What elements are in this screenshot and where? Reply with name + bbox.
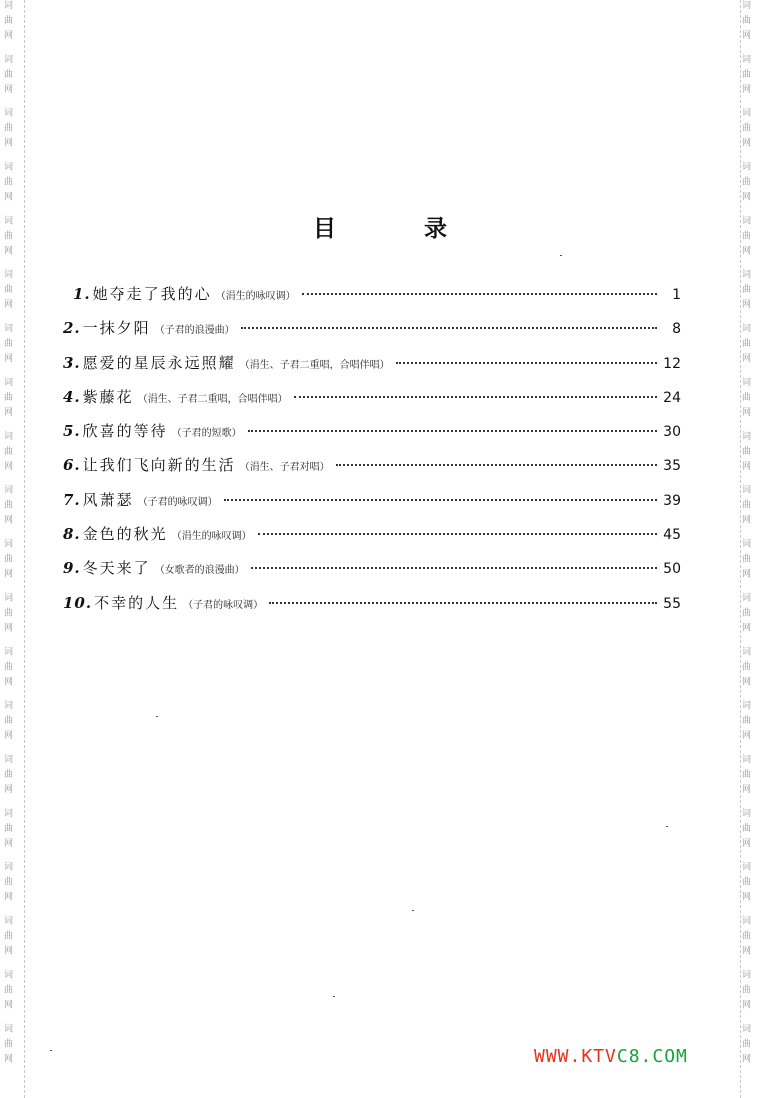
right-watermark-strip: 词曲网 词曲网 词曲网 词曲网 词曲网 词曲网 词曲网 词曲网 词曲网 词曲网 词曲网 词曲网 词曲网 词曲网 词曲网 词曲网 词曲网 词曲网 词曲网 词曲网 <box>740 0 750 1069</box>
song-title: 冬天来了 <box>82 559 151 578</box>
song-note: （子君的咏叹调） <box>183 599 264 611</box>
song-note: （涓生的咏叹调） <box>215 291 296 302</box>
dot-leader <box>241 327 657 329</box>
song-note: （子君的浪漫曲） <box>154 325 235 337</box>
scan-speck <box>156 716 158 717</box>
entry-number: 3. <box>63 353 81 372</box>
page-number: 8 <box>672 321 681 338</box>
song-title: 不幸的人生 <box>94 593 180 612</box>
dot-leader <box>294 396 657 398</box>
dot-leader <box>258 533 657 535</box>
page-number: 30 <box>663 424 681 441</box>
page-number: 55 <box>663 595 681 612</box>
page-number: 12 <box>663 355 681 372</box>
scan-speck <box>412 910 414 911</box>
website-watermark <box>534 1046 688 1067</box>
song-note: （涓生、子君二重唱，合唱伴唱） <box>137 393 288 405</box>
scan-speck <box>560 255 562 256</box>
table-of-contents <box>63 283 681 626</box>
toc-entry <box>63 420 681 454</box>
song-title: 愿爱的星辰永远照耀 <box>82 353 236 372</box>
dot-leader <box>251 567 657 569</box>
toc-entry <box>63 557 681 591</box>
left-dashed-line <box>24 0 25 1098</box>
song-note: （子君的短歌） <box>171 428 242 440</box>
title-char-left: 目 <box>312 216 336 242</box>
song-title: 她夺走了我的心 <box>92 285 212 303</box>
entry-number: 2. <box>63 319 81 338</box>
song-note: （子君的咏叹调） <box>137 496 218 508</box>
toc-entry <box>63 317 681 351</box>
toc-entry <box>63 283 681 317</box>
dot-leader <box>248 430 657 432</box>
title-char-right: 录 <box>424 216 447 242</box>
toc-entry <box>63 454 681 488</box>
song-title: 风萧瑟 <box>82 490 134 509</box>
entry-number: 1. <box>73 285 91 303</box>
right-dashed-line <box>740 0 741 1098</box>
toc-entry <box>63 386 681 420</box>
entry-number: 5. <box>63 422 81 441</box>
entry-number: 10. <box>63 593 93 612</box>
scan-speck <box>50 1050 52 1051</box>
song-title: 欣喜的等待 <box>82 422 168 441</box>
dot-leader <box>396 362 657 364</box>
entry-number: 8. <box>63 525 81 544</box>
page-number: 50 <box>663 561 681 578</box>
entry-number: 4. <box>63 387 81 406</box>
left-watermark-strip: 词曲网 词曲网 词曲网 词曲网 词曲网 词曲网 词曲网 词曲网 词曲网 词曲网 词曲网 词曲网 词曲网 词曲网 词曲网 词曲网 词曲网 词曲网 词曲网 词曲网 <box>2 0 12 1069</box>
page-number: 1 <box>672 287 681 303</box>
page-number: 35 <box>663 458 681 475</box>
toc-entry <box>63 523 681 557</box>
toc-entry <box>63 352 681 386</box>
page-number: 24 <box>663 389 681 406</box>
page-number: 39 <box>663 492 681 509</box>
dot-leader <box>336 464 657 466</box>
song-note: （涓生的咏叹调） <box>171 531 252 543</box>
song-note: （涓生、子君二重唱，合唱伴唱） <box>239 359 390 371</box>
song-title: 金色的秋光 <box>82 525 168 544</box>
entry-number: 7. <box>63 490 81 509</box>
page-title <box>0 210 760 243</box>
entry-number: 9. <box>63 559 81 578</box>
scan-speck <box>666 826 668 827</box>
dot-leader <box>224 499 657 501</box>
song-note: （女歌者的浪漫曲） <box>154 565 245 577</box>
toc-entry <box>63 592 681 626</box>
dot-leader <box>302 293 657 295</box>
website-suffix: C8.COM <box>616 1046 688 1067</box>
toc-entry <box>63 489 681 523</box>
website-prefix: WWW.KTV <box>534 1046 617 1067</box>
song-title: 一抹夕阳 <box>82 319 151 338</box>
dot-leader <box>269 602 657 604</box>
song-title: 紫藤花 <box>82 387 134 406</box>
entry-number: 6. <box>63 456 81 475</box>
page-number: 45 <box>663 527 681 544</box>
song-note: （涓生、子君对唱） <box>239 462 330 474</box>
scan-speck <box>333 996 335 997</box>
song-title: 让我们飞向新的生活 <box>82 456 236 475</box>
